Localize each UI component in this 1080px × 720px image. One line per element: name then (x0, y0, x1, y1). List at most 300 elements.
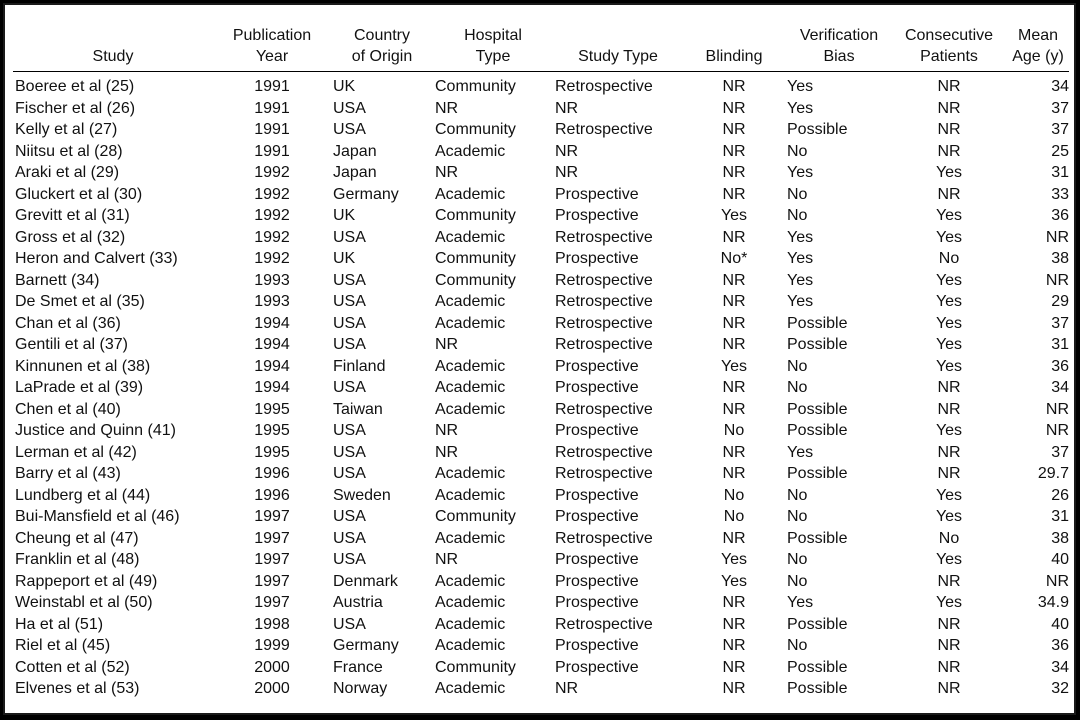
cell-study: Heron and Calvert (33) (15, 250, 178, 267)
cell-consecutive-patients: Yes (935, 271, 963, 289)
cell-study-type: Prospective (555, 551, 639, 568)
studies-table (13, 25, 1069, 700)
cell-hospital-type: Academic (435, 572, 506, 590)
cell-verification-bias: Yes (787, 443, 814, 461)
header-publication-year: Publication Year (213, 25, 331, 72)
cell-study-type: Prospective (555, 250, 639, 267)
cell-country: UK (333, 78, 356, 95)
cell-blinding: NR (722, 615, 746, 633)
cell-study: Gentili et al (37) (15, 336, 128, 353)
cell-mean-age: 34 (1051, 379, 1069, 396)
cell-country: USA (333, 336, 366, 353)
table-row (13, 72, 1069, 98)
cell-study: LaPrade et al (39) (15, 379, 144, 396)
cell-country: USA (333, 228, 366, 246)
table-row (13, 162, 1069, 184)
cell-verification-bias: Yes (787, 99, 814, 117)
table-row (13, 377, 1069, 399)
cell-publication-year: 1997 (254, 551, 290, 568)
cell-publication-year: 1992 (254, 164, 290, 181)
cell-blinding: Yes (720, 572, 748, 590)
cell-blinding: Yes (720, 207, 748, 224)
cell-mean-age: 37 (1051, 121, 1069, 138)
cell-country: Austria (333, 594, 383, 611)
cell-study: Rappeport et al (49) (15, 572, 158, 590)
cell-consecutive-patients: Yes (935, 314, 963, 332)
table-row (13, 528, 1069, 550)
cell-hospital-type: Academic (435, 400, 506, 418)
cell-study-type: Prospective (555, 637, 639, 654)
cell-publication-year: 1991 (254, 142, 290, 160)
cell-study-type: Retrospective (555, 293, 653, 310)
cell-country: USA (333, 551, 366, 568)
cell-mean-age: 31 (1051, 164, 1069, 181)
table-row (13, 657, 1069, 679)
cell-consecutive-patients: NR (937, 658, 961, 676)
header-hospital-type: Hospital Type (433, 25, 553, 72)
cell-blinding: NR (722, 379, 746, 396)
cell-study: Niitsu et al (28) (15, 142, 123, 160)
cell-hospital-type: NR (435, 443, 459, 461)
cell-hospital-type: NR (435, 99, 459, 117)
cell-mean-age: 31 (1051, 508, 1069, 525)
cell-hospital-type: Community (435, 508, 516, 525)
cell-mean-age: 36 (1051, 637, 1069, 654)
cell-hospital-type: Academic (435, 379, 506, 396)
cell-study: Riel et al (45) (15, 637, 111, 654)
cell-study-type: Prospective (555, 594, 639, 611)
cell-country: USA (333, 615, 366, 633)
cell-hospital-type: Academic (435, 529, 506, 547)
cell-blinding: NR (722, 443, 746, 461)
header-consecutive-patients: Consecutive Patients (893, 25, 1005, 72)
cell-blinding: NR (722, 658, 746, 676)
cell-study-type: NR (555, 164, 579, 181)
cell-consecutive-patients: NR (937, 615, 961, 633)
cell-study-type: Retrospective (555, 443, 653, 461)
cell-hospital-type: Community (435, 121, 516, 138)
cell-verification-bias: Possible (787, 658, 848, 676)
cell-hospital-type: NR (435, 164, 459, 181)
cell-publication-year: 1993 (254, 271, 290, 289)
table-row (13, 678, 1069, 700)
cell-publication-year: 1992 (254, 185, 290, 203)
cell-country: Taiwan (333, 400, 383, 418)
cell-verification-bias: Possible (787, 314, 848, 332)
cell-country: Japan (333, 142, 377, 160)
cell-consecutive-patients: NR (937, 121, 961, 138)
cell-publication-year: 1996 (254, 465, 290, 482)
cell-hospital-type: Academic (435, 314, 506, 332)
cell-hospital-type: Academic (435, 615, 506, 633)
cell-study-type: Prospective (555, 357, 639, 375)
cell-hospital-type: Academic (435, 465, 506, 482)
cell-publication-year: 1995 (254, 422, 290, 439)
cell-mean-age: 34 (1051, 658, 1069, 676)
cell-publication-year: 1996 (254, 486, 290, 504)
cell-study: Cheung et al (47) (15, 529, 139, 547)
cell-study: Lundberg et al (44) (15, 486, 151, 504)
cell-consecutive-patients: Yes (935, 357, 963, 375)
cell-study-type: Prospective (555, 572, 639, 590)
cell-mean-age: 26 (1051, 486, 1069, 504)
cell-study-type: Prospective (555, 508, 639, 525)
cell-study-type: Prospective (555, 422, 639, 439)
cell-publication-year: 1991 (254, 121, 290, 138)
cell-consecutive-patients: Yes (935, 422, 963, 439)
cell-blinding: NR (722, 594, 746, 611)
cell-blinding: No (723, 422, 745, 439)
header-study: Study (13, 25, 213, 72)
cell-blinding: NR (722, 314, 746, 332)
table-row (13, 442, 1069, 464)
cell-mean-age: NR (1045, 271, 1069, 289)
cell-study: Franklin et al (48) (15, 551, 140, 568)
cell-country: USA (333, 508, 366, 525)
cell-blinding: NR (722, 465, 746, 482)
cell-mean-age: 40 (1051, 615, 1069, 633)
header-mean-age: Mean Age (y) (1005, 25, 1069, 72)
cell-blinding: NR (722, 637, 746, 654)
table-row (13, 356, 1069, 378)
cell-study: Barry et al (43) (15, 465, 121, 482)
cell-study-type: Prospective (555, 379, 639, 396)
cell-publication-year: 1993 (254, 293, 290, 310)
cell-blinding: NR (722, 293, 746, 310)
cell-consecutive-patients: NR (937, 142, 961, 160)
cell-consecutive-patients: NR (937, 99, 961, 117)
cell-publication-year: 1995 (254, 400, 290, 418)
cell-country: Germany (333, 185, 399, 203)
table-row (13, 635, 1069, 657)
cell-consecutive-patients: Yes (935, 293, 963, 310)
cell-publication-year: 1994 (254, 336, 290, 353)
cell-consecutive-patients: NR (937, 185, 961, 203)
cell-country: USA (333, 443, 366, 461)
table-row (13, 485, 1069, 507)
cell-blinding: NR (722, 78, 746, 95)
cell-mean-age: NR (1045, 400, 1069, 418)
cell-study: Chan et al (36) (15, 314, 121, 332)
cell-consecutive-patients: NR (937, 78, 961, 95)
cell-publication-year: 1998 (254, 615, 290, 633)
cell-mean-age: NR (1045, 422, 1069, 439)
cell-verification-bias: Possible (787, 336, 848, 353)
table-row (13, 549, 1069, 571)
cell-mean-age: 25 (1051, 142, 1069, 160)
cell-verification-bias: No (787, 185, 808, 203)
cell-consecutive-patients: Yes (935, 551, 963, 568)
cell-blinding: NR (722, 142, 746, 160)
cell-country: UK (333, 250, 356, 267)
cell-study: Araki et al (29) (15, 164, 120, 181)
cell-mean-age: 38 (1051, 529, 1069, 547)
cell-country: USA (333, 422, 366, 439)
cell-verification-bias: No (787, 486, 808, 504)
cell-mean-age: 37 (1051, 443, 1069, 461)
cell-hospital-type: Community (435, 250, 516, 267)
cell-consecutive-patients: NR (937, 465, 961, 482)
cell-publication-year: 1992 (254, 228, 290, 246)
table-row (13, 205, 1069, 227)
cell-blinding: NR (722, 336, 746, 353)
cell-verification-bias: Possible (787, 121, 848, 138)
cell-consecutive-patients: Yes (935, 594, 963, 611)
cell-consecutive-patients: NR (937, 680, 961, 697)
cell-study: Gross et al (32) (15, 228, 126, 246)
cell-verification-bias: No (787, 207, 808, 224)
cell-study: Justice and Quinn (41) (15, 422, 176, 439)
cell-blinding: No* (720, 250, 748, 267)
cell-hospital-type: Academic (435, 142, 506, 160)
table-row (13, 291, 1069, 313)
cell-study-type: Prospective (555, 207, 639, 224)
cell-consecutive-patients: NR (937, 400, 961, 418)
table-row (13, 98, 1069, 120)
cell-blinding: NR (722, 228, 746, 246)
cell-study-type: Retrospective (555, 615, 653, 633)
cell-verification-bias: No (787, 357, 808, 375)
cell-blinding: No (723, 508, 745, 525)
cell-country: Germany (333, 637, 399, 654)
cell-hospital-type: Community (435, 207, 516, 224)
cell-study: Weinstabl et al (50) (15, 594, 153, 611)
cell-blinding: NR (722, 121, 746, 138)
cell-study: Kelly et al (27) (15, 121, 118, 138)
cell-verification-bias: Possible (787, 465, 848, 482)
cell-blinding: NR (722, 529, 746, 547)
table-row (13, 399, 1069, 421)
cell-consecutive-patients: No (938, 250, 960, 267)
cell-country: Denmark (333, 572, 398, 590)
cell-study: Elvenes et al (53) (15, 680, 140, 697)
table-row (13, 141, 1069, 163)
cell-mean-age: 29.7 (1037, 465, 1069, 482)
cell-publication-year: 1997 (254, 529, 290, 547)
cell-verification-bias: Yes (787, 293, 814, 310)
cell-hospital-type: Academic (435, 680, 506, 697)
cell-mean-age: 32 (1051, 680, 1069, 697)
cell-publication-year: 1994 (254, 314, 290, 332)
cell-mean-age: 33 (1051, 185, 1069, 203)
cell-study: Barnett (34) (15, 271, 100, 289)
cell-study-type: NR (555, 142, 579, 160)
cell-study-type: NR (555, 680, 579, 697)
cell-study-type: Retrospective (555, 314, 653, 332)
cell-study: Kinnunen et al (38) (15, 357, 151, 375)
cell-country: USA (333, 314, 366, 332)
cell-publication-year: 1991 (254, 78, 290, 95)
header-study-type: Study Type (553, 25, 683, 72)
cell-study: Ha et al (51) (15, 615, 104, 633)
cell-mean-age: 40 (1051, 551, 1069, 568)
cell-verification-bias: Possible (787, 680, 848, 697)
cell-blinding: NR (722, 99, 746, 117)
cell-hospital-type: Academic (435, 486, 506, 504)
cell-publication-year: 1995 (254, 443, 290, 461)
cell-blinding: NR (722, 271, 746, 289)
table-body (13, 72, 1069, 700)
cell-verification-bias: Yes (787, 78, 814, 95)
cell-country: Sweden (333, 486, 391, 504)
cell-consecutive-patients: Yes (935, 486, 963, 504)
table-row (13, 506, 1069, 528)
cell-publication-year: 1997 (254, 508, 290, 525)
cell-country: Japan (333, 164, 377, 181)
cell-consecutive-patients: NR (937, 637, 961, 654)
cell-blinding: NR (722, 400, 746, 418)
cell-hospital-type: NR (435, 422, 459, 439)
cell-hospital-type: Academic (435, 637, 506, 654)
cell-publication-year: 1991 (254, 99, 290, 117)
cell-verification-bias: No (787, 508, 808, 525)
table-row (13, 184, 1069, 206)
cell-study-type: Retrospective (555, 228, 653, 246)
cell-country: Norway (333, 680, 388, 697)
cell-verification-bias: Possible (787, 615, 848, 633)
table-row (13, 334, 1069, 356)
cell-consecutive-patients: No (938, 529, 960, 547)
table-row (13, 248, 1069, 270)
cell-publication-year: 1997 (254, 594, 290, 611)
cell-verification-bias: Yes (787, 250, 814, 267)
cell-consecutive-patients: Yes (935, 228, 963, 246)
cell-study-type: Prospective (555, 658, 639, 676)
cell-hospital-type: Academic (435, 185, 506, 203)
cell-mean-age: 31 (1051, 336, 1069, 353)
cell-country: Finland (333, 357, 386, 375)
cell-country: USA (333, 465, 366, 482)
cell-consecutive-patients: Yes (935, 207, 963, 224)
cell-mean-age: NR (1045, 572, 1069, 590)
cell-hospital-type: Community (435, 271, 516, 289)
cell-study-type: Retrospective (555, 271, 653, 289)
cell-blinding: NR (722, 680, 746, 697)
cell-mean-age: 36 (1051, 357, 1069, 375)
cell-country: USA (333, 99, 366, 117)
cell-consecutive-patients: Yes (935, 164, 963, 181)
cell-country: USA (333, 379, 366, 396)
cell-blinding: No (723, 486, 745, 504)
cell-hospital-type: NR (435, 551, 459, 568)
cell-verification-bias: Yes (787, 594, 814, 611)
cell-publication-year: 2000 (254, 658, 290, 676)
cell-study-type: Retrospective (555, 336, 653, 353)
cell-mean-age: 37 (1051, 99, 1069, 117)
table-row (13, 313, 1069, 335)
cell-study: Boeree et al (25) (15, 78, 135, 95)
cell-verification-bias: No (787, 551, 808, 568)
cell-study: Lerman et al (42) (15, 443, 137, 461)
cell-verification-bias: Possible (787, 400, 848, 418)
cell-study: De Smet et al (35) (15, 293, 145, 310)
cell-hospital-type: Academic (435, 357, 506, 375)
cell-mean-age: 34.9 (1037, 594, 1069, 611)
header-verification-bias: Verification Bias (785, 25, 893, 72)
cell-country: USA (333, 293, 366, 310)
cell-hospital-type: Academic (435, 293, 506, 310)
cell-country: France (333, 658, 383, 676)
cell-blinding: Yes (720, 551, 748, 568)
cell-consecutive-patients: Yes (935, 336, 963, 353)
cell-study: Grevitt et al (31) (15, 207, 130, 224)
table-row (13, 270, 1069, 292)
cell-publication-year: 1994 (254, 357, 290, 375)
table-frame (3, 3, 1076, 715)
header-country-of-origin: Country of Origin (331, 25, 433, 72)
cell-hospital-type: Community (435, 658, 516, 676)
cell-publication-year: 1999 (254, 637, 290, 654)
cell-verification-bias: Yes (787, 228, 814, 246)
cell-consecutive-patients: NR (937, 379, 961, 396)
cell-blinding: Yes (720, 357, 748, 375)
cell-study-type: Retrospective (555, 78, 653, 95)
cell-study-type: Retrospective (555, 121, 653, 138)
cell-publication-year: 2000 (254, 680, 290, 697)
cell-consecutive-patients: NR (937, 443, 961, 461)
cell-verification-bias: No (787, 379, 808, 396)
cell-study-type: Retrospective (555, 465, 653, 482)
cell-mean-age: 34 (1051, 78, 1069, 95)
cell-study-type: Prospective (555, 486, 639, 504)
table-row (13, 420, 1069, 442)
cell-verification-bias: Possible (787, 529, 848, 547)
cell-mean-age: 38 (1051, 250, 1069, 267)
cell-study-type: NR (555, 99, 579, 117)
cell-hospital-type: NR (435, 336, 459, 353)
cell-country: USA (333, 121, 366, 138)
cell-mean-age: 29 (1051, 293, 1069, 310)
cell-blinding: NR (722, 164, 746, 181)
cell-consecutive-patients: Yes (935, 508, 963, 525)
header-row (13, 25, 1069, 72)
cell-verification-bias: Possible (787, 422, 848, 439)
cell-hospital-type: Community (435, 78, 516, 95)
cell-country: UK (333, 207, 356, 224)
cell-mean-age: 37 (1051, 314, 1069, 332)
cell-publication-year: 1992 (254, 207, 290, 224)
table-row (13, 463, 1069, 485)
cell-blinding: NR (722, 185, 746, 203)
cell-study-type: Retrospective (555, 400, 653, 418)
cell-verification-bias: Yes (787, 164, 814, 181)
cell-study: Gluckert et al (30) (15, 185, 143, 203)
cell-study: Fischer et al (26) (15, 99, 136, 117)
cell-verification-bias: No (787, 142, 808, 160)
cell-publication-year: 1994 (254, 379, 290, 396)
cell-publication-year: 1992 (254, 250, 290, 267)
cell-verification-bias: No (787, 572, 808, 590)
cell-country: USA (333, 529, 366, 547)
table-row (13, 592, 1069, 614)
table-row (13, 119, 1069, 141)
cell-consecutive-patients: NR (937, 572, 961, 590)
cell-country: USA (333, 271, 366, 289)
cell-mean-age: 36 (1051, 207, 1069, 224)
header-blinding: Blinding (683, 25, 785, 72)
cell-study-type: Prospective (555, 185, 639, 203)
cell-verification-bias: Yes (787, 271, 814, 289)
cell-study: Cotten et al (52) (15, 658, 130, 676)
cell-publication-year: 1997 (254, 572, 290, 590)
cell-study-type: Retrospective (555, 529, 653, 547)
cell-hospital-type: Academic (435, 594, 506, 611)
cell-hospital-type: Academic (435, 228, 506, 246)
cell-study: Bui-Mansfield et al (46) (15, 508, 180, 525)
table-row (13, 571, 1069, 593)
cell-verification-bias: No (787, 637, 808, 654)
table-row (13, 614, 1069, 636)
